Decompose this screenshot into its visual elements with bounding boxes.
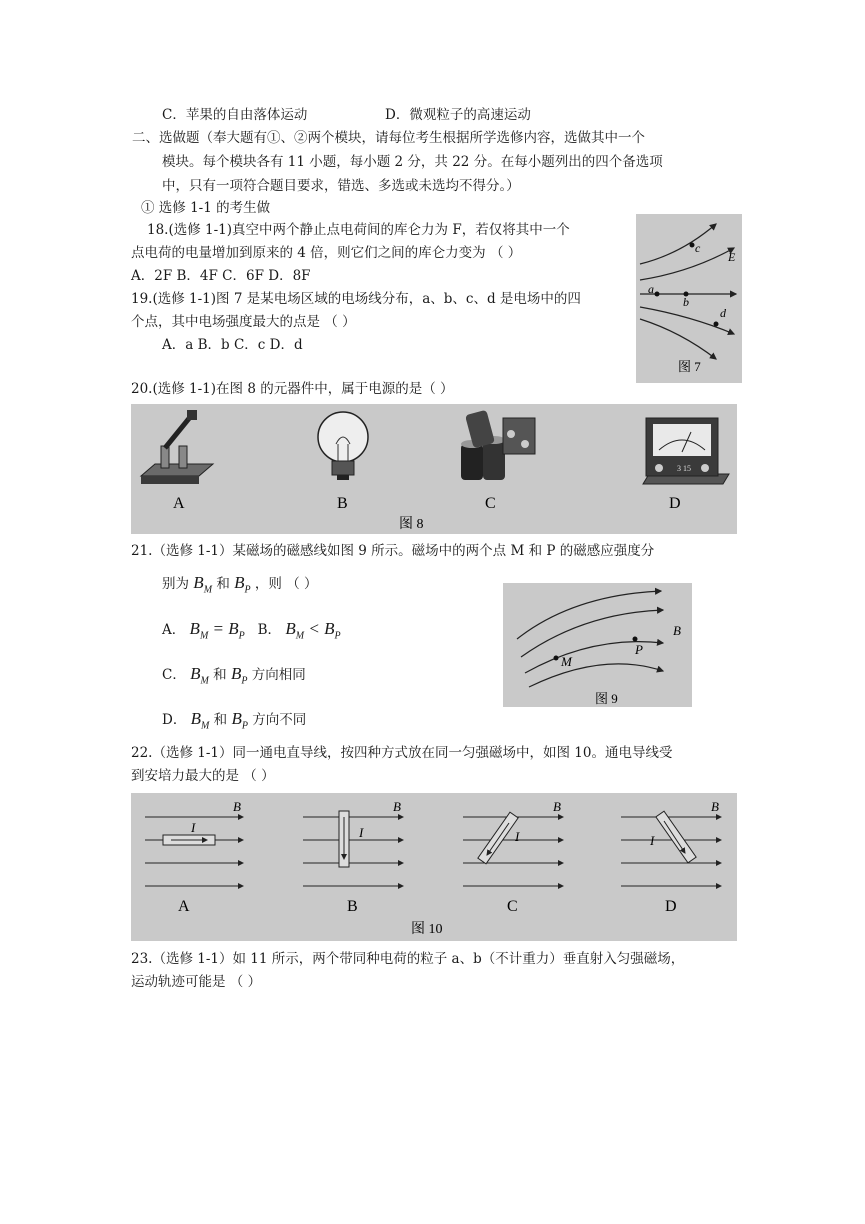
- svg-text:I: I: [191, 820, 196, 835]
- fig10-panel-b: [303, 799, 403, 886]
- q21-option-d: D． $B_M$ 和 $B_P$ 方向不同: [162, 709, 307, 732]
- label-b: B: [673, 623, 681, 638]
- svg-text:B: B: [711, 799, 719, 814]
- svg-text:I: I: [359, 825, 364, 840]
- fig10-label-a: A: [178, 898, 190, 915]
- q21-option-ab: A． $B_M = B_P$ B． $B_M < B_P$: [162, 619, 341, 642]
- fig8-label-a: A: [173, 495, 185, 512]
- fig10-label-b: B: [347, 898, 358, 915]
- q22-stem-line2: 到安培力最大的是 （ ）: [131, 768, 275, 784]
- module-heading: ① 选修 1-1 的考生做: [141, 200, 271, 216]
- batteries-icon: [461, 410, 535, 480]
- q21-stem-line1: 21.（选修 1-1）某磁场的磁感线如图 9 所示。磁场中的两个点 M 和 P 的磁感应强度分: [131, 543, 655, 559]
- label-d: d: [720, 306, 726, 320]
- fig10-panel-d: [621, 799, 721, 886]
- meter-scale-text: 3 15: [677, 464, 691, 473]
- point-m: [554, 656, 559, 661]
- field-line-1: [517, 591, 661, 639]
- figure-10-caption: 图 10: [411, 922, 443, 937]
- q18-options: A．2F B．4F C．6F D．8F: [131, 268, 311, 284]
- section2-intro-line3: 中，只有一项符合题目要求，错选、多选或未选均不得分。）: [162, 178, 520, 194]
- light-bulb-icon: [318, 412, 368, 480]
- label-e: E: [728, 250, 736, 264]
- fig8-label-d: D: [669, 495, 681, 512]
- point-a: [655, 292, 660, 297]
- fig10-label-d: D: [665, 898, 677, 915]
- label-m: M: [561, 654, 572, 669]
- fig10-label-c: C: [507, 898, 518, 915]
- point-d: [714, 322, 719, 327]
- field-line-bottom: [640, 319, 716, 359]
- field-line-top: [640, 224, 716, 264]
- svg-text:I: I: [650, 833, 655, 848]
- figure-7-caption: 图 7: [678, 359, 701, 374]
- q17-option-c: C．苹果的自由落体运动: [162, 107, 308, 123]
- q23-stem-line1: 23.（选修 1-1）如 11 所示，两个带同种电荷的粒子 a、b（不计重力）垂直射入匀强磁场，: [131, 951, 685, 967]
- section2-intro-line1: 二、选做题（奉大题有①、②两个模块，请每位考生根据所学选修内容，选做其中一个: [132, 130, 645, 146]
- q21-stem-line2: 别为 $B_M$ 和 $B_P$ ，则 （ ）: [162, 573, 318, 596]
- fig8-label-c: C: [485, 495, 496, 512]
- label-c: c: [695, 241, 701, 255]
- field-line-upper: [640, 248, 734, 280]
- figure-7: [636, 214, 742, 383]
- svg-text:B: B: [233, 799, 241, 814]
- fig10-panel-c: [463, 799, 563, 886]
- q17-option-d: D．微观粒子的高速运动: [385, 107, 531, 123]
- q20-stem: 20.(选修 1-1)在图 8 的元器件中，属于电源的是（ ）: [131, 381, 454, 397]
- point-p: [633, 637, 638, 642]
- figure-9-caption: 图 9: [595, 691, 618, 706]
- q22-stem-line1: 22.（选修 1-1）同一通电直导线，按四种方式放在同一匀强磁场中，如图 10。通电导线受: [131, 745, 673, 761]
- label-p: P: [635, 642, 643, 657]
- q19-options: A．a B．b C．c D．d: [162, 337, 303, 353]
- label-b: b: [683, 295, 689, 309]
- svg-text:I: I: [515, 829, 520, 844]
- figure-9: [503, 583, 692, 707]
- figure-8: [131, 404, 737, 534]
- fig10-panel-a: [145, 799, 243, 886]
- voltmeter-icon: [643, 418, 729, 484]
- label-a: a: [648, 282, 654, 296]
- point-c: [690, 243, 695, 248]
- q19-stem-line1: 19.(选修 1-1)图 7 是某电场区域的电场线分布，a、b、c、d 是电场中的四: [131, 291, 581, 307]
- q18-stem-line1: 18.(选修 1-1)真空中两个静止点电荷间的库仑力为 F，若仅将其中一个: [147, 222, 570, 238]
- q21-option-c: C． $B_M$ 和 $B_P$ 方向相同: [162, 664, 306, 687]
- figure-8-caption: 图 8: [399, 517, 424, 532]
- q18-stem-line2: 点电荷的电量增加到原来的 4 倍，则它们之间的库仑力变为 （ ）: [131, 245, 522, 261]
- q19-stem-line2: 个点，其中电场强度最大的点是 （ ）: [131, 314, 356, 330]
- svg-text:B: B: [393, 799, 401, 814]
- figure-10: [131, 793, 737, 941]
- knife-switch-icon: [141, 410, 213, 484]
- fig8-label-b: B: [337, 495, 348, 512]
- svg-text:B: B: [553, 799, 561, 814]
- q23-stem-line2: 运动轨迹可能是 （ ）: [131, 974, 262, 990]
- field-line-4: [529, 664, 663, 687]
- section2-intro-line2: 模块。每个模块各有 11 小题，每小题 2 分，共 22 分。在每小题列出的四个备选项: [162, 154, 663, 170]
